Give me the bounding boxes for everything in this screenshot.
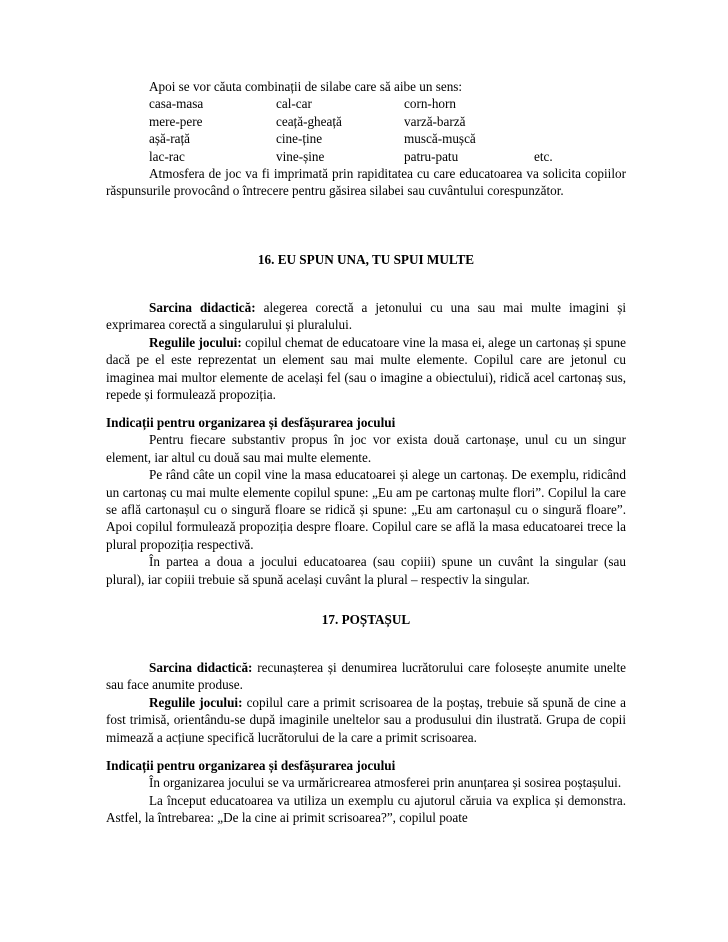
task-label: Sarcina didactică: <box>149 660 253 675</box>
rules-text: copilul chemat de educatoare vine la masa ei, alege un cartonaș și spune dacă pe el este reprezentat un element sau mai multe elemente. Copilul care are jetonul cu imaginea mai multor elemente de același fel (sau o imagine a obiectului), ridică acel cartonaș sus, repede și formulează propoziția. <box>106 334 626 403</box>
game17-indications <box>106 757 626 827</box>
atmosphere-text: Atmosfera de joc va fi imprimată prin rapiditatea cu care educatoarea va solicita copiilor răspunsurile provocând o întrecere pentru găsirea silabei sau cuvântului corespunzător. <box>106 165 626 199</box>
paragraph: La început educatoarea va utiliza un exemplu cu ajutorul căruia va explica și demonstra. Astfel, la întrebarea: „De la cine ai primit scrisoarea?”, copilul poate <box>106 792 626 826</box>
intro-text: Apoi se vor căuta combinații de silabe care să aibe un sens: <box>149 79 463 94</box>
paragraph: Pentru fiecare substantiv propus în joc vor exista două cartonașe, unul cu un singur element, iar altul cu două sau mai multe elemente. <box>106 432 626 465</box>
task-text: alegerea corectă a jetonului cu una sau mai multe imagini și exprimarea corectă a singularului și pluralului. <box>106 300 627 333</box>
game17-rules <box>106 694 626 746</box>
rules-text: copilul care a primit scrisoarea de la poștaș, trebuie să spună de cine a fost trimisă, orientându-se după imaginile uneltelor sau a produsului din ilustrată. Grupa de copii mimează a acțiune specifică lucrătorului de la care a primit scrisoarea. <box>106 694 626 745</box>
indications-title: Indicații pentru organizarea și desfășurarea jocului <box>106 415 396 430</box>
pairs-row <box>106 148 626 165</box>
task-label: Sarcina didactică: <box>149 300 256 315</box>
pairs-table <box>106 95 626 165</box>
task-text: recunașterea și denumirea lucrătorului care folosește anumite unelte sau face anumite produse. <box>106 660 627 693</box>
game16-rules <box>106 334 626 404</box>
indications-title: Indicații pentru organizarea și desfășurarea jocului <box>106 758 396 773</box>
pair-cell: corn-horn <box>404 96 456 112</box>
pair-cell: ceață-gheață <box>276 113 342 129</box>
pair-cell: așă-rață <box>149 131 190 147</box>
game17-task <box>106 659 626 694</box>
game16-body <box>106 299 626 403</box>
game16-indications <box>106 414 626 588</box>
pair-cell: muscă-mușcă <box>404 131 476 147</box>
pair-cell: mere-pere <box>149 113 203 129</box>
pair-cell: vine-șine <box>276 148 325 164</box>
syllables-section <box>106 78 626 200</box>
pairs-row <box>106 113 626 130</box>
pair-cell: varză-barză <box>404 113 466 129</box>
paragraph: În partea a doua a jocului educatoarea (sau copiii) spune un cuvânt la singular (sau plural), iar copiii trebuie să spună același cuvânt la plural – respectiv la singular. <box>106 554 626 587</box>
rules-label: Regulile jocului: <box>149 694 243 710</box>
pairs-row <box>106 130 626 147</box>
pair-cell: patru-patu <box>404 148 459 164</box>
pairs-row <box>106 95 626 112</box>
pair-cell: lac-rac <box>149 148 185 164</box>
game17-body <box>106 659 626 746</box>
pair-cell: cine-ține <box>276 131 323 147</box>
game17-title: 17. POȘTAȘUL <box>321 612 411 627</box>
pair-cell: cal-car <box>276 96 312 112</box>
pair-cell: casa-masa <box>149 96 204 112</box>
game16-title: 16. EU SPUN UNA, TU SPUI MULTE <box>257 252 475 267</box>
game16-task <box>106 299 626 334</box>
pair-cell: etc. <box>534 148 553 164</box>
paragraph: În organizarea jocului se va urmăricrearea atmosferei prin anunțarea și sosirea poștașului. <box>149 775 622 791</box>
paragraph: Pe rând câte un copil vine la masa educatoarei și alege un cartonaș. De exemplu, ridicând un cartonaș cu mai multe elemente copilul spune: „Eu am pe cartonaș multe flori”. Copilul la care se află cartonașul cu o singură floare se ridică și spune: „Eu am cartonașul cu o singură floare”. Apoi copilul formulează propoziția despre floare. Copilul care se află la masa educatoarei trece la plural propoziția respectivă. <box>106 467 626 552</box>
rules-label: Regulile jocului: <box>149 334 242 350</box>
